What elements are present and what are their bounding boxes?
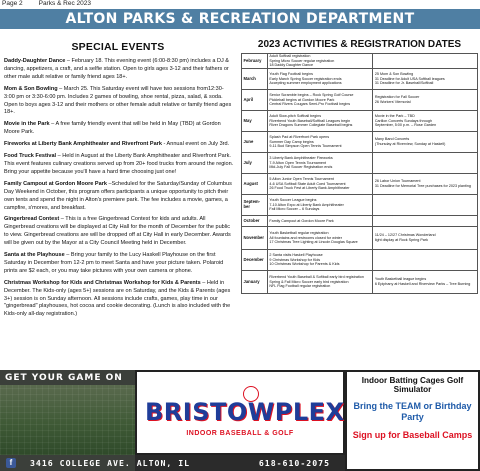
schedule-row bbox=[242, 153, 478, 174]
schedule-row bbox=[242, 227, 478, 250]
event-item bbox=[4, 216, 234, 248]
event-description: – This is a free Gingerbread Contest for kids and adults. All Gingerbread creations will be displayed at City Hall for the month of December for the public to view. Gingerbread creations are will be dropped off at City Hall in early December. Awards will be given out by the Mayor at a City Council Meeting held in December. bbox=[4, 216, 231, 247]
event-description: –Scheduled for the Saturday/Sunday of Columbus Day Weekend in October, this program offers participants a unique opportunity to pitch their own tents and spend the night in Alton's premiere park. The fee includes a movie, games, a campfire, s'mores, and breakfast. bbox=[4, 180, 232, 211]
event-item bbox=[4, 181, 234, 213]
schedule-entry: Adult Slow-pitch Softball begins bbox=[269, 114, 322, 119]
schedule-entry: Riverbend Youth Baseball/Softball Leagues begin bbox=[269, 118, 351, 123]
schedule-entry: 6 Epiphany at Haskell and Riverview Parks – Tree Burning bbox=[374, 282, 471, 286]
special-events-title: SPECIAL EVENTS bbox=[71, 41, 165, 53]
schedule-cell bbox=[373, 90, 478, 111]
schedule-cell bbox=[373, 54, 478, 69]
schedule-row bbox=[242, 216, 478, 227]
event-name: Gingerbread Contest bbox=[4, 216, 60, 223]
schedule-row bbox=[242, 132, 478, 153]
schedule-entry: September, 5:00 p.m. – Rose Garden bbox=[374, 123, 437, 128]
schedule-entry: Spring Micro Soccer regular registration bbox=[269, 58, 335, 63]
schedule-cell bbox=[373, 153, 478, 174]
schedule-entry: Fall Micro Soccer – 6 Sundays bbox=[269, 207, 320, 212]
schedule-cell bbox=[267, 54, 372, 69]
special-events-list bbox=[0, 58, 236, 319]
party-line: Bring the TEAM or Birthday Party bbox=[353, 401, 472, 422]
schedule-month: November bbox=[242, 227, 268, 250]
schedule-entry: 5 Alton Junior Open Tennis Tournament bbox=[269, 177, 334, 182]
schedule-column bbox=[241, 36, 478, 366]
schedule-month: December bbox=[242, 250, 268, 271]
event-item bbox=[4, 153, 234, 177]
page-number: Page 2 bbox=[2, 0, 23, 7]
schedule-entry: Riverbend Youth Baseball & Softball early bird registration bbox=[269, 275, 364, 280]
schedule-entry: 11/24 – 12/27 Christmas Wonderland bbox=[374, 233, 436, 238]
event-name: Movie in the Park bbox=[4, 121, 50, 128]
event-name: Family Campout at Gordon Moore Park bbox=[4, 180, 107, 187]
schedule-entry: Senior Scramble begins – Rock Spring Golf Course bbox=[269, 93, 354, 98]
schedule-entry: Mid-July Fall Soccer Registration ends bbox=[269, 165, 333, 170]
schedule-entry: Family Campout at Gordon Moore Park bbox=[269, 218, 334, 223]
schedule-month: October bbox=[242, 216, 268, 227]
event-item bbox=[4, 86, 234, 118]
schedule-title: 2023 ACTIVITIES & REGISTRATION DATES bbox=[257, 39, 462, 50]
schedule-entry: (Thursday at Riverview, Sunday at Haskell) bbox=[374, 142, 446, 146]
event-description: – February 18. This evening event (6:00-8:30 pm) includes a DJ & dancing, appetizers, a craft, and a selfie station. Open to girls ages 3-12 and their fathers or other male adult relative or family friend ages 18+. bbox=[4, 58, 229, 80]
schedule-cell bbox=[373, 216, 478, 227]
schedule-entry: 31 Deadline for Adult USA Softball leagues bbox=[374, 76, 445, 81]
schedule-entry: River Dragons Summer Collegiate Baseball begins bbox=[269, 123, 353, 128]
schedule-cell bbox=[373, 250, 478, 271]
ad-headline: GET YOUR GAME ON bbox=[5, 373, 123, 383]
schedule-row bbox=[242, 90, 478, 111]
schedule-entry: 9 Christmas Workshop for Kids bbox=[269, 257, 321, 262]
schedule-cell bbox=[373, 132, 478, 153]
schedule-cell bbox=[267, 69, 372, 90]
schedule-cell bbox=[373, 69, 478, 90]
event-description: – Held in August at the Liberty Bank Amphitheater and Riverfront Park. This event features culinary creations served up from 20+ food trucks from around the region. Bring your appetite because you'll have a hard time choosing just one! bbox=[4, 153, 234, 175]
event-item bbox=[4, 280, 234, 320]
event-item bbox=[4, 141, 234, 149]
schedule-entry: 25 Mom & Son Bowling bbox=[374, 72, 414, 77]
schedule-entry: Carillon Concerts Sundays through bbox=[374, 118, 433, 123]
schedule-entry: Early March Spring Soccer registration ends bbox=[269, 76, 342, 81]
schedule-row bbox=[242, 69, 478, 90]
event-name: Mom & Son Bowling bbox=[4, 85, 58, 92]
schedule-entry: Movie in the Park – TBD bbox=[374, 114, 415, 119]
schedule-month: July bbox=[242, 153, 268, 174]
schedule-entry: All fountains and restrooms closed for winter bbox=[269, 235, 342, 240]
advertisement-strip bbox=[0, 370, 480, 471]
schedule-entry: Accepting summer employment applications bbox=[269, 81, 342, 86]
schedule-entry: 10 Christmas Workshop for Parents & Kids bbox=[269, 262, 340, 267]
schedule-entry: Adult Softball registration bbox=[269, 54, 311, 59]
batting-net bbox=[0, 385, 135, 455]
schedule-entry: Youth Flag Football begins bbox=[269, 72, 313, 77]
schedule-row bbox=[242, 271, 478, 294]
schedule-entry: Central Rivers Cougars Semi-Pro Football begins bbox=[269, 102, 351, 107]
schedule-cell bbox=[267, 153, 372, 174]
bristowplex-logo-ad bbox=[135, 370, 345, 455]
schedule-entry: 7-10 Alton Expo at Liberty Bank Amphitheater bbox=[269, 202, 344, 207]
schedule-row bbox=[242, 111, 478, 132]
event-item bbox=[4, 121, 234, 137]
schedule-cell bbox=[267, 174, 372, 195]
schedule-entry: Summer Day Camp begins bbox=[269, 139, 314, 144]
services-ad bbox=[345, 370, 480, 471]
event-item bbox=[4, 252, 234, 276]
schedule-cell bbox=[267, 216, 372, 227]
schedule-entry: 26 Workers' Memorial bbox=[374, 100, 411, 104]
schedule-entry: 3 Liberty Bank Amphitheater Fireworks bbox=[269, 156, 333, 161]
schedule-entry: 17 Christmas Tree Lighting at Lincoln Douglas Square bbox=[269, 240, 358, 245]
ad-phone: 618-610-2075 bbox=[258, 458, 330, 468]
schedule-entry: Splash Pad at Riverfront Park opens bbox=[269, 135, 330, 140]
schedule-month: April bbox=[242, 90, 268, 111]
department-banner: ALTON PARKS & RECREATION DEPARTMENT bbox=[0, 9, 480, 29]
schedule-row bbox=[242, 174, 478, 195]
schedule-cell bbox=[373, 271, 478, 294]
logo-subtitle: INDOOR BASEBALL & GOLF bbox=[186, 430, 294, 437]
event-name: Daddy-Daughter Dance bbox=[4, 58, 66, 64]
schedule-entry: 7-9 Alton Open Tennis Tournament bbox=[269, 160, 327, 165]
schedule-entry: 26 Food Truck Fest at Liberty Bank Amphitheater bbox=[269, 186, 350, 191]
facebook-icon[interactable]: f bbox=[6, 458, 16, 468]
schedule-entry: 9-11 Bud Simpson Open Tennis Tournament bbox=[269, 144, 342, 149]
event-description: – Held in December. The Kids-only (ages 5+) sessions are on Saturday, and the Kids & Parents (ages 3+) session is on Sunday afternoon. All sessions include crafts, games, play time in our "gingerbread" playhouses, hot cocoa and cookie decorating. (Lunch is also included with the Kids-only all-day registration.) bbox=[4, 279, 231, 318]
schedule-entry: Pickleball begins at Gordon Moore Park bbox=[269, 97, 335, 102]
event-name: Christmas Workshop for Kids and Christmas Workshop for Kids & Parents bbox=[4, 279, 201, 286]
schedule-row bbox=[242, 250, 478, 271]
schedule-month: March bbox=[242, 69, 268, 90]
schedule-row bbox=[242, 54, 478, 69]
event-description: – Bring your family to the Lucy Haskell Playhouse on the first Saturday in December from 12-2 pm to meet Santa and have your picture taken. Polaroid prints are $2 each, or you may take pictures with your own camera or phone. bbox=[4, 252, 224, 274]
event-description: – A free family friendly event that will be held in May (TBD) at Gordon Moore Park. bbox=[4, 121, 221, 136]
schedule-cell bbox=[267, 90, 372, 111]
schedule-table bbox=[241, 53, 478, 294]
schedule-month: January bbox=[242, 271, 268, 294]
bristowplex-logo: BRISTOWPLEX bbox=[145, 398, 345, 426]
issue-label: Parks & Rec 2023 bbox=[38, 0, 91, 7]
schedule-cell bbox=[267, 195, 372, 216]
schedule-month: June bbox=[242, 132, 268, 153]
schedule-cell bbox=[373, 174, 478, 195]
schedule-month: August bbox=[242, 174, 268, 195]
schedule-month: Septem-ber bbox=[242, 195, 268, 216]
batting-cage-photo-ad bbox=[0, 370, 135, 471]
schedule-entry: 31 Deadline for Jr. Baseball/Softball bbox=[374, 81, 434, 86]
event-name: Food Truck Festival bbox=[4, 153, 57, 160]
schedule-entry: 2 Santa visits Haskell Playhouse bbox=[269, 253, 323, 258]
schedule-entry: Many Band Concerts bbox=[374, 137, 410, 142]
schedule-cell bbox=[267, 132, 372, 153]
ad-address: 3416 COLLEGE AVE. ALTON, IL bbox=[30, 458, 191, 468]
schedule-entry: Spring & Fall Micro Soccer early bird registration bbox=[269, 279, 349, 284]
schedule-cell bbox=[267, 250, 372, 271]
schedule-entry: 31 Deadline for Memorial Tree purchases for 2023 planting bbox=[374, 184, 471, 188]
event-description: – March 25. This Saturday event will have two sessions from12:30-3:00 pm or 3:30-6:00 pm. Includes 2 games of bowling, shoe rental, pizza, salad, & soda. Open to boys ages 3-12 and their mothers or other female adult relative or family friend ages 18+. bbox=[4, 85, 232, 116]
special-events-column bbox=[0, 36, 236, 366]
schedule-cell bbox=[373, 111, 478, 132]
schedule-entry: 26 Labor Union Tournament bbox=[374, 179, 421, 184]
event-description: - Annual event on July 3rd. bbox=[161, 141, 230, 148]
schedule-cell bbox=[373, 227, 478, 250]
ad-contact-bar bbox=[30, 458, 330, 470]
schedule-entry: Youth Basketball regular registration bbox=[269, 231, 329, 236]
schedule-entry: 18 Daddy Daughter Dance bbox=[269, 63, 314, 68]
schedule-cell bbox=[267, 227, 372, 250]
schedule-row bbox=[242, 195, 478, 216]
schedule-month: May bbox=[242, 111, 268, 132]
schedule-entry: Registration for Fall Soccer bbox=[374, 95, 420, 100]
event-item bbox=[4, 58, 234, 82]
schedule-cell bbox=[267, 271, 372, 294]
schedule-cell bbox=[267, 111, 372, 132]
schedule-entry: Youth Soccer League begins bbox=[269, 198, 317, 203]
schedule-cell bbox=[373, 195, 478, 216]
schedule-entry: Youth Basketball league begins bbox=[374, 277, 427, 282]
schedule-month: February bbox=[242, 54, 268, 69]
schedule-entry: 4-6 USA Softball State Adult Coed Tournament bbox=[269, 181, 346, 186]
schedule-entry: NFL Flag Football regular registration bbox=[269, 284, 331, 289]
event-name: Santa at the Playhouse bbox=[4, 252, 65, 259]
camps-line: Sign up for Baseball Camps bbox=[352, 430, 473, 440]
services-line: Indoor Batting Cages Golf Simulator bbox=[361, 376, 464, 394]
schedule-entry: light display at Rock Spring Park bbox=[374, 238, 428, 242]
event-name: Fireworks at Liberty Bank Amphitheater and Riverfront Park bbox=[4, 141, 162, 148]
